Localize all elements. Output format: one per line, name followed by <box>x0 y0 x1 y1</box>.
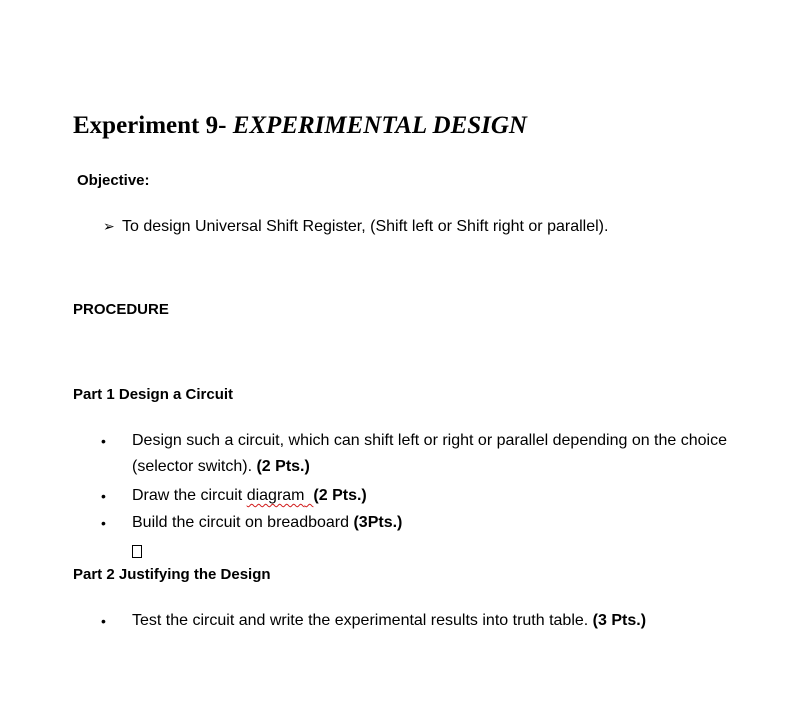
points-label: (2 Pts.) <box>256 458 310 475</box>
procedure-heading: PROCEDURE <box>73 301 169 318</box>
list-item <box>101 428 791 480</box>
spellcheck-flagged-word[interactable]: diagram <box>246 487 305 504</box>
points-label: (2 Pts.) <box>313 487 367 504</box>
part1-heading: Part 1 Design a Circuit <box>73 386 234 403</box>
document-title <box>73 110 527 142</box>
empty-list-box-icon <box>132 545 142 558</box>
objective-text: To design Universal Shift Register, (Shift left or Shift right or parallel). <box>122 218 609 235</box>
list-item <box>101 608 791 634</box>
title-prefix: Experiment 9- <box>73 112 233 139</box>
points-label: (3 Pts.) <box>592 612 647 629</box>
list-item <box>101 510 791 536</box>
arrow-bullet-icon: ➢ <box>103 218 115 234</box>
title-italic: EXPERIMENTAL DESIGN <box>232 112 527 139</box>
objective-label: Objective: <box>77 172 150 189</box>
list-item-text: Design such a circuit, which can shift left or right or parallel depending on the choice (selector switch). <box>132 432 727 475</box>
part2-heading: Part 2 Justifying the Design <box>73 566 271 583</box>
bullet-dot-icon: • <box>101 488 106 504</box>
bullet-dot-icon: • <box>101 433 106 449</box>
list-item-text: Test the circuit and write the experimental results into truth table. <box>132 612 593 629</box>
bullet-dot-icon: • <box>101 515 106 531</box>
bullet-dot-icon: • <box>101 613 106 629</box>
objective-item <box>103 215 608 238</box>
list-item <box>101 483 791 509</box>
points-label: (3Pts.) <box>353 514 403 531</box>
list-item-text: Draw the circuit <box>132 487 247 504</box>
list-item-text: Build the circuit on breadboard <box>132 514 354 531</box>
